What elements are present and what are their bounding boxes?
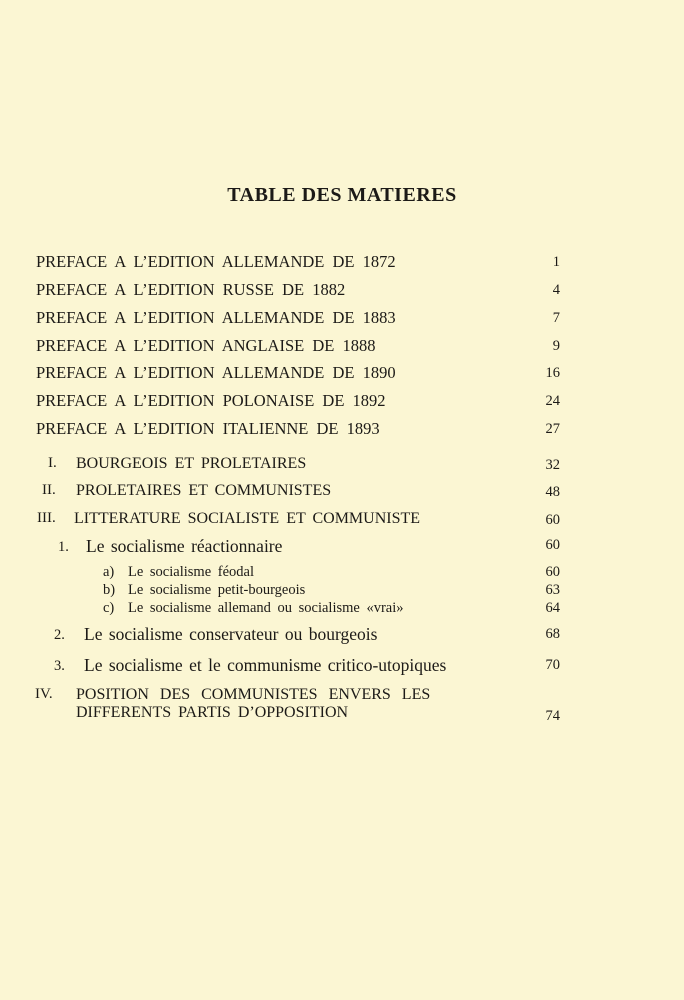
toc-page-number: 9 [552, 338, 560, 354]
toc-entry-subsection [0, 655, 684, 677]
toc-entry-text: PREFACE A L’EDITION ITALIENNE DE 1893 [36, 419, 380, 438]
toc-page-number: 1 [552, 254, 560, 270]
toc-entry-preface [0, 363, 684, 385]
toc-entry-text: PREFACE A L’EDITION ALLEMANDE DE 1872 [36, 252, 396, 271]
subsubsection-letter: c) [103, 600, 115, 616]
toc-entry-text: Le socialisme féodal [128, 564, 254, 580]
toc-page-number: 48 [545, 484, 560, 500]
toc-entry-preface [0, 391, 684, 413]
toc-entry-text: PREFACE A L’EDITION POLONAISE DE 1892 [36, 391, 386, 410]
toc-page-number: 27 [545, 421, 560, 437]
subsubsection-letter: b) [103, 582, 116, 598]
toc-entry-text: PREFACE A L’EDITION RUSSE DE 1882 [36, 280, 346, 299]
toc-page-number: 4 [552, 282, 560, 298]
toc-entry-text: Le socialisme allemand ou socialisme «vrai» [128, 600, 404, 616]
toc-entry-subsubsection [0, 600, 684, 622]
toc-entry-preface [0, 419, 684, 441]
toc-entry-text-line1: POSITION DES COMMUNISTES ENVERS LES [76, 686, 431, 703]
subsection-number: 3. [54, 658, 65, 674]
toc-entry-preface [0, 336, 684, 358]
section-numeral: II. [42, 482, 56, 498]
toc-page-number: 70 [545, 657, 560, 673]
subsubsection-letter: a) [103, 564, 115, 580]
toc-page-number: 60 [545, 537, 560, 553]
toc-entry-subsection [0, 536, 684, 558]
toc-page-number: 32 [545, 457, 560, 473]
toc-entry-text: PREFACE A L’EDITION ANGLAISE DE 1888 [36, 336, 376, 355]
toc-entry-text-line2: DIFFERENTS PARTIS D’OPPOSITION [76, 704, 349, 721]
toc-entry-section [0, 455, 684, 477]
toc-entry-text: Le socialisme réactionnaire [86, 536, 283, 556]
toc-entry-text: PROLETAIRES ET COMMUNISTES [76, 482, 332, 499]
toc-entry-section [0, 686, 684, 726]
toc-page-number: 7 [552, 310, 560, 326]
section-numeral: I. [48, 455, 57, 471]
toc-page-number: 60 [545, 512, 560, 528]
toc-page-number: 68 [545, 626, 560, 642]
toc-page-number: 64 [545, 600, 560, 616]
toc-entry-text: BOURGEOIS ET PROLETAIRES [76, 455, 307, 472]
toc-entry-preface [0, 280, 684, 302]
toc-entry-text: Le socialisme petit-bourgeois [128, 582, 306, 598]
toc-page-number: 60 [545, 564, 560, 580]
page-title: TABLE DES MATIERES [227, 184, 457, 206]
toc-entry-preface [0, 252, 684, 274]
section-numeral: III. [37, 510, 56, 526]
subsection-number: 1. [58, 539, 69, 555]
subsection-number: 2. [54, 627, 65, 643]
toc-entry-text: PREFACE A L’EDITION ALLEMANDE DE 1883 [36, 308, 396, 327]
toc-entry-section [0, 510, 684, 532]
section-numeral: IV. [35, 686, 53, 702]
toc-entry-section [0, 482, 684, 504]
toc-page-number: 24 [545, 393, 560, 409]
toc-entry-text: PREFACE A L’EDITION ALLEMANDE DE 1890 [36, 363, 396, 382]
toc-entry-text: LITTERATURE SOCIALISTE ET COMMUNISTE [74, 510, 421, 527]
toc-page-number: 16 [545, 365, 560, 381]
toc-entry-text: Le socialisme conservateur ou bourgeois [84, 624, 378, 644]
toc-page-number: 63 [545, 582, 560, 598]
toc-entry-text: Le socialisme et le communisme critico-utopiques [84, 655, 447, 675]
toc-entry-subsection [0, 624, 684, 646]
toc-page-number: 74 [545, 708, 560, 724]
toc-entry-preface [0, 308, 684, 330]
